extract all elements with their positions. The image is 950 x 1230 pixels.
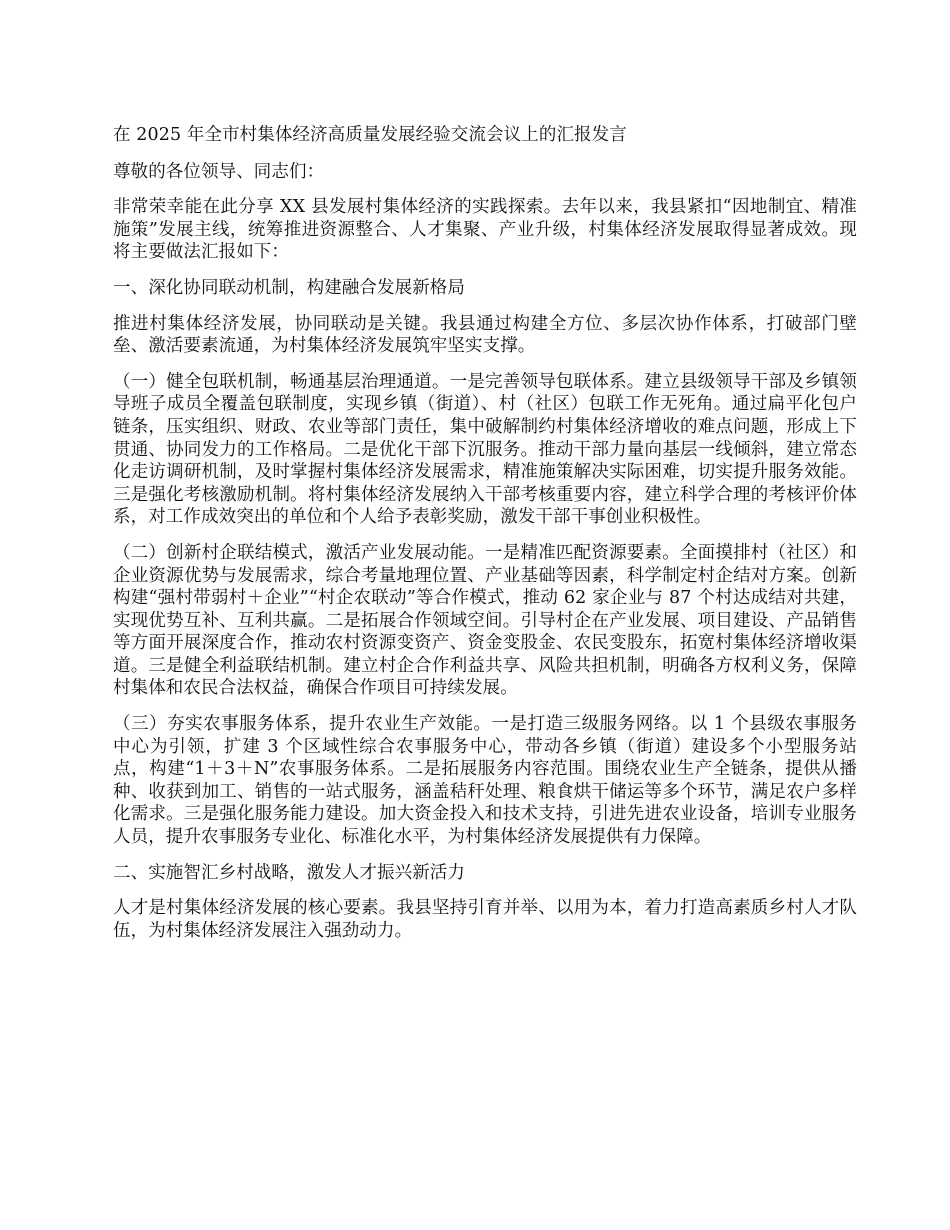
document-title: 在 2025 年全市村集体经济高质量发展经验交流会议上的汇报发言 — [113, 125, 627, 145]
section-2-heading: 二、实施智汇乡村战略，激发人才振兴新活力 — [113, 862, 465, 883]
intro-paragraph: 非常荣幸能在此分享 XX 县发展村集体经济的实践探索。去年以来，我县紧扣“因地制宜、精准施策”发展主线，统筹推进资源整合、人才集聚、产业升级，村集体经济发展取得显著成效。现将主要做法汇报如下： — [113, 197, 857, 263]
salutation: 尊敬的各位领导、同志们： — [113, 161, 325, 182]
section-2-lead-paragraph: 人才是村集体经济发展的核心要素。我县坚持引育并举、以用为本，着力打造高素质乡村人才队伍，为村集体经济发展注入强劲动力。 — [113, 898, 857, 941]
section-1-item-1-paragraph: （一）健全包联机制，畅通基层治理通道。一是完善领导包联体系。建立县级领导干部及乡镇领导班子成员全覆盖包联制度，实现乡镇（街道）、村（社区）包联工作无死角。通过扁平化包户链条，压实组织、财政、农业等部门责任，集中破解制约村集体经济增收的难点问题，形成上下贯通、协同发力的工作格局。二是优化干部下沉服务。推动干部力量向基层一线倾斜，建立常态化走访调研机制，及时掌握村集体经济发展需求，精准施策解决实际困难，切实提升服务效能。三是强化考核激励机制。将村集体经济发展纳入干部考核重要内容，建立科学合理的考核评价体系，对工作成效突出的单位和个人给予表彰奖励，激发干部干事创业积极性。 — [113, 371, 857, 528]
section-1-item-3-paragraph: （三）夯实农事服务体系，提升农业生产效能。一是打造三级服务网络。以 1 个县级农事服务中心为引领，扩建 3 个区域性综合农事服务中心，带动各乡镇（街道）建设多个小型服务站点，构建“1＋3＋N”农事服务体系。二是拓展服务内容范围。围绕农业生产全链条，提供从播种、收获到加工、销售的一站式服务，涵盖秸秆处理、粮食烘干储运等多个环节，满足农户多样化需求。三是强化服务能力建设。加大资金投入和技术支持，引进先进农业设备，培训专业服务人员，提升农事服务专业化、标准化水平，为村集体经济发展提供有力保障。 — [113, 714, 857, 848]
section-1-lead-paragraph: 推进村集体经济发展，协同联动是关键。我县通过构建全方位、多层次协作体系，打破部门壁垒、激活要素流通，为村集体经济发展筑牢坚实支撑。 — [113, 313, 857, 357]
section-1-heading: 一、深化协同联动机制，构建融合发展新格局 — [113, 277, 465, 298]
section-1-item-2-paragraph: （二）创新村企联结模式，激活产业发展动能。一是精准匹配资源要素。全面摸排村（社区）和企业资源优势与发展需求，综合考量地理位置、产业基础等因素，科学制定村企结对方案。创新构建“强村带弱村＋企业”“村企农联动”等合作模式，推动 62 家企业与 87 个村达成结对共建，实现优势互补、互利共赢。二是拓展合作领域空间。引导村企在产业发展、项目建设、产品销售等方面开展深度合作，推动农村资源变资产、资金变股金、农民变股东，拓宽村集体经济增收渠道。三是健全利益联结机制。建立村企合作利益共享、风险共担机制，明确各方权利义务，保障村集体和农民合法权益，确保合作项目可持续发展。 — [113, 542, 857, 699]
document-page — [113, 124, 857, 955]
